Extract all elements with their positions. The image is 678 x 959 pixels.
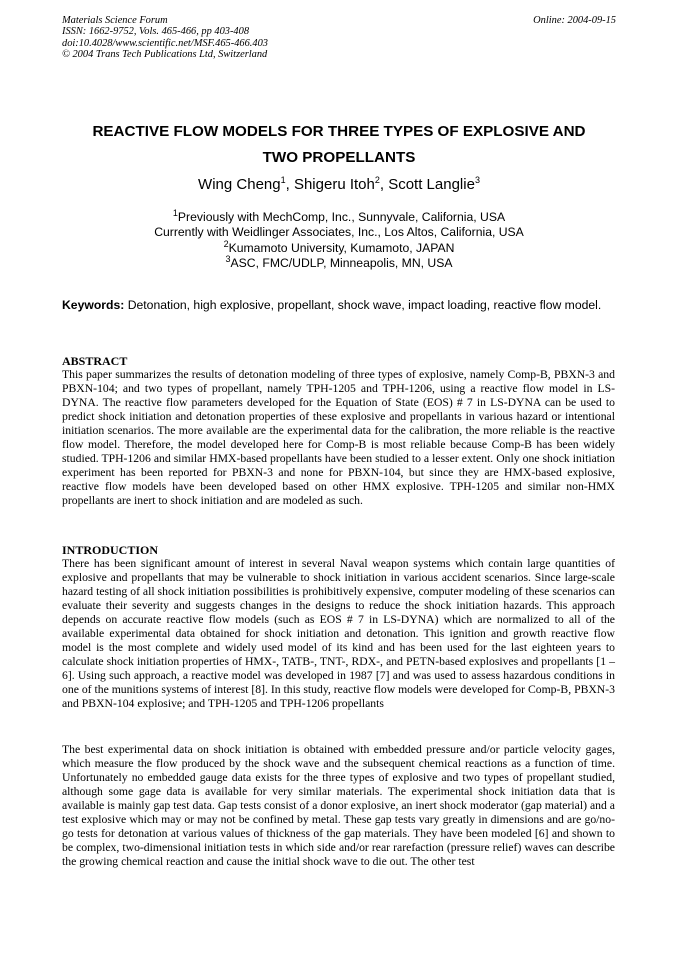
abstract-text: This paper summarizes the results of detonation modeling of three types of explosive, namely Comp-B, PBXN-3 and PBXN-104; and two types of propellant, namely TPH-1205 and TPH-1206, using a reactive flow model in LS-DYNA. The reactive flow parameters developed for the Equation of State (EOS) # 7 in LS-DYNA can be used to predict shock initiation and detonation properties of these explosive and propellants in various hazard or intentional initiation scenarios. The more available are the experimental data for the calibration, the more reliable is the reactive flow model. Therefore, the model developed here for Comp-B is most reliable because Comp-B has been widely studied. TPH-1206 and similar HMX-based propellants have been studied to a lesser extent. Only one shock initiation experiment has been reported for PBXN-3 and none for PBXN-104, but since they are HMX-based explosive, reactive flow models have been developed based on other HMX explosive. TPH-1205 and similar non-HMX propellants are inert to shock initiation and are modeled as such. [62,368,615,507]
author-affiliation-mark: 2 [374,175,380,185]
introduction-paragraph-2-block [62,743,615,869]
affiliation-2 [40,238,638,256]
affiliations [40,207,638,272]
abstract-heading: ABSTRACT [62,354,128,368]
affiliation-mark: 3 [225,254,231,265]
affiliation-3 [40,256,638,271]
author-name: Wing Cheng [198,176,281,193]
author-affiliation-mark: 1 [280,175,286,185]
author-name: Shigeru Itoh [293,176,375,193]
paper-title [40,119,638,171]
affiliation-1 [40,207,638,225]
journal-doi: doi:10.4028/www.scientific.net/MSF.465-466.403 [62,37,268,49]
keywords [62,297,618,314]
affiliation-mark: 1 [172,207,178,218]
introduction-section [62,543,615,711]
introduction-paragraph-1: There has been significant amount of interest in several Naval weapon systems which contain large quantities of explosive and propellants that may be vulnerable to shock initiation in various accident scenarios. Since large-scale hazard testing of all shock initiation possibilities is prohibitively expensive, computer modeling of these scenarios can evaluate their severity and suggests changes in the designs to reduce the shock initiation hazards. This approach depends on accurate reactive flow models (such as EOS # 7 in LS-DYNA) which are normalized to all of the available experimental data obtained for shock initiation and detonation. This ignition and growth reactive flow model is the most complete and widely used model of its kind and has been used for the last eighteen years to calculate shock initiation properties of HMX-, TATB-, TNT-, RDX-, and PETN-based explosives and propellants [1 – 6]. Using such approach, a reactive model was developed in 1987 [7] and was used to assess hazardous conditions in one of the munitions systems of interest [8]. In this study, reactive flow models were developed for Comp-B, PBXN-3 and PBXN-104 explosive; and TPH-1205 and TPH-1206 propellants [62,557,615,710]
introduction-heading: INTRODUCTION [62,543,159,557]
author-affiliation-mark: 3 [474,175,480,185]
title-line-1: REACTIVE FLOW MODELS FOR THREE TYPES OF EXPLOSIVE AND [92,123,586,140]
keywords-label: Keywords: [62,298,125,312]
journal-header [62,15,616,61]
abstract-section [62,354,615,508]
title-line-2: TWO PROPELLANTS [262,149,416,166]
keywords-text: Detonation, high explosive, propellant, shock wave, impact loading, reactive flow model. [127,298,602,312]
journal-issn: ISSN: 1662-9752, Vols. 465-466, pp 403-408 [62,26,250,38]
affiliation-text: ASC, FMC/UDLP, Minneapolis, MN, USA [230,256,453,271]
author-list: Wing Cheng$^1$, Shigeru Itoh$^2$, Scott Langlie$^3$ [198,175,480,193]
affiliation-text: Kumamoto University, Kumamoto, JAPAN [228,240,455,255]
online-date: Online: 2004-09-15 [533,15,616,26]
introduction-paragraph-2: The best experimental data on shock initiation is obtained with embedded pressure and/or particle velocity gages, which measure the flow produced by the shock wave and the subsequent chemical reactions as a function of time. Unfortunately no embedded gauge data exists for the three types of explosive and two types of propellant studied, although some gage data is available for very similar materials. The experimental shock initiation data that is available is mainly gap test data. Gap tests consist of a donor explosive, an inert shock moderator (gap material) and a test explosive which may or may not be confined by metal. These gap tests vary greatly in dimensions and are go/no-go tests for detonation at various values of thickness of the gap materials. They have been modeled [6] and shown to be complex, two-dimensional initiation tests in which side and/or rear rarefaction (pressure relief) waves can describe the growing chemical reaction and cause the initial shock wave to die out. The other test [62,743,615,868]
journal-name: Materials Science Forum [62,15,168,26]
affiliation-text: Previously with MechComp, Inc., Sunnyvale, California, USA [177,210,506,224]
affiliation-mark: 2 [223,238,229,249]
journal-copyright: © 2004 Trans Tech Publications Ltd, Switzerland [62,49,268,61]
author-name: Scott Langlie [388,176,475,193]
affiliation-1-current: Currently with Weidlinger Associates, Inc., Los Altos, California, USA [154,225,524,240]
